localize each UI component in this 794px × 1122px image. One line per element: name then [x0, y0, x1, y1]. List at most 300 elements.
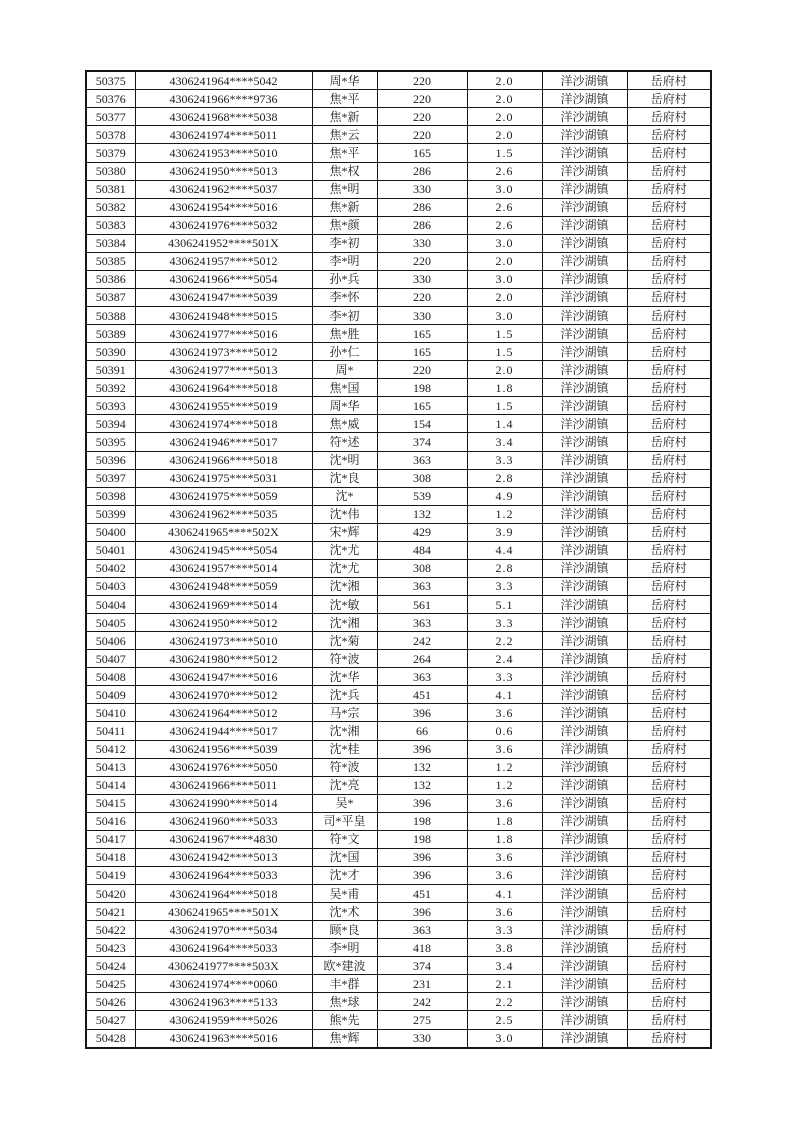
table-cell-amount: 308 [377, 559, 467, 577]
table-cell-village: 岳府村 [627, 198, 711, 216]
table-cell-rate: 2.5 [467, 1011, 542, 1029]
table-cell-amount: 396 [377, 740, 467, 758]
table-cell-rate: 3.4 [467, 957, 542, 975]
table-cell-serial: 50401 [86, 541, 135, 559]
table-cell-amount: 220 [377, 90, 467, 108]
table-cell-village: 岳府村 [627, 234, 711, 252]
table-cell-serial: 50398 [86, 487, 135, 505]
table-cell-masked-id: 4306241954****5016 [135, 198, 312, 216]
table-cell-serial: 50407 [86, 650, 135, 668]
table-cell-masked-id: 4306241947****5016 [135, 668, 312, 686]
table-cell-village: 岳府村 [627, 71, 711, 90]
table-cell-amount: 396 [377, 903, 467, 921]
table-cell-amount: 396 [377, 866, 467, 884]
table-cell-rate: 3.6 [467, 903, 542, 921]
table-cell-masked-id: 4306241966****5054 [135, 270, 312, 288]
table-cell-name: 司*平皇 [312, 812, 377, 830]
table-row [86, 1029, 711, 1048]
table-cell-masked-id: 4306241976****5050 [135, 758, 312, 776]
table-cell-name: 沈*良 [312, 469, 377, 487]
table-cell-serial: 50404 [86, 596, 135, 614]
table-row [86, 71, 711, 90]
table-cell-rate: 3.0 [467, 234, 542, 252]
table-cell-masked-id: 4306241980****5012 [135, 650, 312, 668]
table-cell-masked-id: 4306241964****5033 [135, 866, 312, 884]
table-cell-village: 岳府村 [627, 686, 711, 704]
table-cell-village: 岳府村 [627, 325, 711, 343]
table-cell-name: 焦*平 [312, 90, 377, 108]
table-cell-name: 沈*华 [312, 668, 377, 686]
table-cell-village: 岳府村 [627, 668, 711, 686]
table-cell-village: 岳府村 [627, 415, 711, 433]
table-cell-amount: 330 [377, 1029, 467, 1048]
table-cell-masked-id: 4306241974****0060 [135, 975, 312, 993]
table-row [86, 1011, 711, 1029]
table-cell-masked-id: 4306241964****5033 [135, 939, 312, 957]
table-cell-rate: 3.6 [467, 704, 542, 722]
table-cell-town: 洋沙湖镇 [542, 885, 627, 903]
table-cell-masked-id: 4306241950****5013 [135, 162, 312, 180]
table-cell-rate: 2.8 [467, 469, 542, 487]
table-cell-village: 岳府村 [627, 740, 711, 758]
table-cell-rate: 2.0 [467, 108, 542, 126]
table-cell-village: 岳府村 [627, 487, 711, 505]
table-row [86, 903, 711, 921]
table-row [86, 577, 711, 595]
table-cell-amount: 66 [377, 722, 467, 740]
table-cell-masked-id: 4306241977****5013 [135, 361, 312, 379]
table-row [86, 288, 711, 306]
table-cell-name: 沈*湘 [312, 722, 377, 740]
table-cell-village: 岳府村 [627, 848, 711, 866]
table-cell-rate: 3.0 [467, 270, 542, 288]
table-row [86, 939, 711, 957]
table-cell-rate: 0.6 [467, 722, 542, 740]
table-cell-village: 岳府村 [627, 812, 711, 830]
table-row [86, 325, 711, 343]
table-row [86, 704, 711, 722]
table-cell-village: 岳府村 [627, 541, 711, 559]
table-cell-town: 洋沙湖镇 [542, 71, 627, 90]
table-cell-rate: 1.8 [467, 812, 542, 830]
table-cell-rate: 2.0 [467, 252, 542, 270]
table-cell-town: 洋沙湖镇 [542, 704, 627, 722]
table-row [86, 361, 711, 379]
table-cell-amount: 132 [377, 776, 467, 794]
table-cell-name: 焦*胜 [312, 325, 377, 343]
table-row [86, 216, 711, 234]
table-row [86, 180, 711, 198]
table-cell-village: 岳府村 [627, 596, 711, 614]
table-cell-rate: 2.0 [467, 90, 542, 108]
table-cell-name: 孙*兵 [312, 270, 377, 288]
table-row [86, 379, 711, 397]
table-cell-village: 岳府村 [627, 776, 711, 794]
table-cell-town: 洋沙湖镇 [542, 1011, 627, 1029]
table-cell-name: 焦*新 [312, 198, 377, 216]
table-cell-name: 沈*湘 [312, 614, 377, 632]
table-cell-serial: 50428 [86, 1029, 135, 1048]
table-cell-name: 李*初 [312, 307, 377, 325]
table-cell-masked-id: 4306241948****5015 [135, 307, 312, 325]
table-cell-rate: 2.6 [467, 162, 542, 180]
table-cell-village: 岳府村 [627, 90, 711, 108]
table-cell-masked-id: 4306241945****5054 [135, 541, 312, 559]
table-cell-amount: 396 [377, 848, 467, 866]
table-cell-amount: 429 [377, 523, 467, 541]
table-row [86, 686, 711, 704]
table-cell-masked-id: 4306241977****503X [135, 957, 312, 975]
table-cell-village: 岳府村 [627, 252, 711, 270]
table-cell-serial: 50416 [86, 812, 135, 830]
table-cell-serial: 50403 [86, 577, 135, 595]
table-cell-rate: 5.1 [467, 596, 542, 614]
table-cell-rate: 3.3 [467, 577, 542, 595]
table-cell-town: 洋沙湖镇 [542, 776, 627, 794]
table-cell-village: 岳府村 [627, 1011, 711, 1029]
table-row [86, 397, 711, 415]
table-cell-rate: 1.5 [467, 397, 542, 415]
table-cell-town: 洋沙湖镇 [542, 921, 627, 939]
table-cell-amount: 451 [377, 885, 467, 903]
table-cell-village: 岳府村 [627, 451, 711, 469]
table-cell-amount: 198 [377, 379, 467, 397]
table-cell-town: 洋沙湖镇 [542, 848, 627, 866]
table-row [86, 307, 711, 325]
table-cell-town: 洋沙湖镇 [542, 252, 627, 270]
table-cell-town: 洋沙湖镇 [542, 794, 627, 812]
table-cell-village: 岳府村 [627, 162, 711, 180]
table-row [86, 487, 711, 505]
table-cell-town: 洋沙湖镇 [542, 180, 627, 198]
table-cell-town: 洋沙湖镇 [542, 559, 627, 577]
table-cell-amount: 363 [377, 451, 467, 469]
table-cell-rate: 3.6 [467, 848, 542, 866]
table-cell-rate: 4.1 [467, 885, 542, 903]
table-cell-rate: 3.3 [467, 668, 542, 686]
table-cell-amount: 242 [377, 993, 467, 1011]
table-cell-masked-id: 4306241973****5012 [135, 343, 312, 361]
table-cell-amount: 286 [377, 216, 467, 234]
table-cell-amount: 308 [377, 469, 467, 487]
table-cell-serial: 50390 [86, 343, 135, 361]
table-row [86, 596, 711, 614]
table-cell-serial: 50396 [86, 451, 135, 469]
table-cell-masked-id: 4306241975****5031 [135, 469, 312, 487]
table-cell-village: 岳府村 [627, 903, 711, 921]
table-cell-masked-id: 4306241957****5012 [135, 252, 312, 270]
table-cell-rate: 3.6 [467, 740, 542, 758]
table-cell-name: 焦*威 [312, 415, 377, 433]
table-cell-town: 洋沙湖镇 [542, 939, 627, 957]
table-cell-town: 洋沙湖镇 [542, 758, 627, 776]
table-row [86, 433, 711, 451]
table-cell-name: 焦*权 [312, 162, 377, 180]
table-cell-masked-id: 4306241963****5016 [135, 1029, 312, 1048]
table-cell-rate: 3.6 [467, 794, 542, 812]
table-cell-name: 沈*桂 [312, 740, 377, 758]
table-cell-name: 吴*甫 [312, 885, 377, 903]
table-cell-amount: 418 [377, 939, 467, 957]
table-cell-amount: 330 [377, 180, 467, 198]
table-cell-town: 洋沙湖镇 [542, 144, 627, 162]
table-cell-town: 洋沙湖镇 [542, 722, 627, 740]
table-cell-name: 周*华 [312, 397, 377, 415]
table-cell-serial: 50385 [86, 252, 135, 270]
table-cell-name: 李*怀 [312, 288, 377, 306]
table-cell-village: 岳府村 [627, 722, 711, 740]
table-cell-serial: 50420 [86, 885, 135, 903]
table-cell-amount: 165 [377, 397, 467, 415]
table-cell-name: 沈*国 [312, 848, 377, 866]
table-cell-masked-id: 4306241955****5019 [135, 397, 312, 415]
table-cell-town: 洋沙湖镇 [542, 216, 627, 234]
table-cell-masked-id: 4306241970****5034 [135, 921, 312, 939]
table-cell-rate: 2.0 [467, 71, 542, 90]
table-cell-village: 岳府村 [627, 144, 711, 162]
table-cell-amount: 165 [377, 144, 467, 162]
table-cell-masked-id: 4306241977****5016 [135, 325, 312, 343]
table-cell-name: 丰*群 [312, 975, 377, 993]
table-row [86, 469, 711, 487]
table-cell-serial: 50381 [86, 180, 135, 198]
table-cell-serial: 50387 [86, 288, 135, 306]
table-cell-rate: 1.4 [467, 415, 542, 433]
table-cell-amount: 396 [377, 704, 467, 722]
subsidy-table [85, 70, 712, 1049]
table-cell-town: 洋沙湖镇 [542, 830, 627, 848]
table-cell-serial: 50400 [86, 523, 135, 541]
table-row [86, 198, 711, 216]
table-cell-masked-id: 4306241964****5018 [135, 885, 312, 903]
table-cell-rate: 4.1 [467, 686, 542, 704]
table-cell-amount: 132 [377, 758, 467, 776]
table-cell-serial: 50427 [86, 1011, 135, 1029]
table-row [86, 848, 711, 866]
table-row [86, 614, 711, 632]
table-cell-village: 岳府村 [627, 866, 711, 884]
table-cell-village: 岳府村 [627, 433, 711, 451]
table-row [86, 632, 711, 650]
table-cell-serial: 50386 [86, 270, 135, 288]
table-cell-name: 符*文 [312, 830, 377, 848]
table-cell-serial: 50391 [86, 361, 135, 379]
table-cell-name: 沈*伟 [312, 505, 377, 523]
table-cell-amount: 198 [377, 830, 467, 848]
table-cell-town: 洋沙湖镇 [542, 451, 627, 469]
table-row [86, 957, 711, 975]
table-cell-village: 岳府村 [627, 559, 711, 577]
table-cell-masked-id: 4306241970****5012 [135, 686, 312, 704]
table-cell-town: 洋沙湖镇 [542, 650, 627, 668]
table-cell-rate: 4.9 [467, 487, 542, 505]
table-cell-village: 岳府村 [627, 921, 711, 939]
table-cell-town: 洋沙湖镇 [542, 126, 627, 144]
table-row [86, 252, 711, 270]
table-cell-serial: 50406 [86, 632, 135, 650]
table-cell-village: 岳府村 [627, 307, 711, 325]
table-cell-town: 洋沙湖镇 [542, 632, 627, 650]
table-cell-amount: 165 [377, 343, 467, 361]
table-cell-masked-id: 4306241964****5018 [135, 379, 312, 397]
table-cell-village: 岳府村 [627, 704, 711, 722]
table-cell-town: 洋沙湖镇 [542, 234, 627, 252]
table-cell-rate: 3.0 [467, 180, 542, 198]
table-cell-village: 岳府村 [627, 993, 711, 1011]
table-cell-name: 顾*良 [312, 921, 377, 939]
table-cell-rate: 1.5 [467, 325, 542, 343]
table-cell-village: 岳府村 [627, 288, 711, 306]
table-cell-town: 洋沙湖镇 [542, 903, 627, 921]
table-cell-rate: 2.8 [467, 559, 542, 577]
table-cell-serial: 50415 [86, 794, 135, 812]
table-cell-name: 沈*才 [312, 866, 377, 884]
table-cell-name: 符*波 [312, 758, 377, 776]
table-cell-village: 岳府村 [627, 794, 711, 812]
table-cell-rate: 1.8 [467, 379, 542, 397]
table-cell-village: 岳府村 [627, 1029, 711, 1048]
table-cell-village: 岳府村 [627, 975, 711, 993]
table-cell-town: 洋沙湖镇 [542, 614, 627, 632]
table-cell-village: 岳府村 [627, 758, 711, 776]
table-cell-serial: 50399 [86, 505, 135, 523]
table-cell-serial: 50412 [86, 740, 135, 758]
table-cell-village: 岳府村 [627, 379, 711, 397]
table-cell-rate: 3.4 [467, 433, 542, 451]
table-cell-town: 洋沙湖镇 [542, 198, 627, 216]
table-cell-masked-id: 4306241952****501X [135, 234, 312, 252]
table-cell-amount: 363 [377, 577, 467, 595]
table-cell-serial: 50405 [86, 614, 135, 632]
table-cell-amount: 154 [377, 415, 467, 433]
table-cell-rate: 1.2 [467, 758, 542, 776]
table-cell-town: 洋沙湖镇 [542, 668, 627, 686]
table-cell-rate: 3.8 [467, 939, 542, 957]
table-cell-name: 沈*术 [312, 903, 377, 921]
table-cell-masked-id: 4306241966****5018 [135, 451, 312, 469]
table-row [86, 144, 711, 162]
table-cell-name: 焦*平 [312, 144, 377, 162]
table-cell-rate: 1.8 [467, 830, 542, 848]
table-cell-amount: 539 [377, 487, 467, 505]
table-row [86, 270, 711, 288]
table-cell-name: 符*波 [312, 650, 377, 668]
table-cell-serial: 50382 [86, 198, 135, 216]
table-cell-rate: 3.9 [467, 523, 542, 541]
table-cell-masked-id: 4306241950****5012 [135, 614, 312, 632]
table-cell-serial: 50422 [86, 921, 135, 939]
table-cell-rate: 3.3 [467, 921, 542, 939]
table-cell-village: 岳府村 [627, 126, 711, 144]
table-cell-serial: 50377 [86, 108, 135, 126]
table-cell-village: 岳府村 [627, 469, 711, 487]
table-row [86, 758, 711, 776]
table-cell-name: 沈*兵 [312, 686, 377, 704]
table-cell-serial: 50424 [86, 957, 135, 975]
table-cell-masked-id: 4306241973****5010 [135, 632, 312, 650]
table-cell-rate: 2.0 [467, 126, 542, 144]
table-cell-serial: 50408 [86, 668, 135, 686]
table-cell-masked-id: 4306241966****9736 [135, 90, 312, 108]
table-row [86, 921, 711, 939]
table-cell-masked-id: 4306241957****5014 [135, 559, 312, 577]
table-cell-masked-id: 4306241947****5039 [135, 288, 312, 306]
table-cell-serial: 50395 [86, 433, 135, 451]
table-cell-serial: 50393 [86, 397, 135, 415]
table-cell-rate: 1.2 [467, 776, 542, 794]
table-cell-rate: 2.1 [467, 975, 542, 993]
table-cell-amount: 374 [377, 433, 467, 451]
table-row [86, 126, 711, 144]
table-row [86, 812, 711, 830]
table-row [86, 975, 711, 993]
table-cell-town: 洋沙湖镇 [542, 577, 627, 595]
table-cell-rate: 1.5 [467, 343, 542, 361]
table-row [86, 885, 711, 903]
table-cell-amount: 451 [377, 686, 467, 704]
table-cell-amount: 132 [377, 505, 467, 523]
table-cell-amount: 484 [377, 541, 467, 559]
table-cell-amount: 286 [377, 198, 467, 216]
table-cell-village: 岳府村 [627, 614, 711, 632]
table-cell-rate: 2.6 [467, 216, 542, 234]
table-cell-name: 焦*颜 [312, 216, 377, 234]
table-cell-serial: 50418 [86, 848, 135, 866]
table-cell-name: 马*宗 [312, 704, 377, 722]
table-cell-town: 洋沙湖镇 [542, 523, 627, 541]
table-cell-village: 岳府村 [627, 885, 711, 903]
table-cell-amount: 286 [377, 162, 467, 180]
table-cell-amount: 330 [377, 307, 467, 325]
table-cell-rate: 3.0 [467, 1029, 542, 1048]
table-cell-serial: 50389 [86, 325, 135, 343]
table-cell-masked-id: 4306241964****5012 [135, 704, 312, 722]
table-cell-serial: 50411 [86, 722, 135, 740]
table-cell-amount: 231 [377, 975, 467, 993]
table-cell-town: 洋沙湖镇 [542, 740, 627, 758]
table-cell-serial: 50379 [86, 144, 135, 162]
table-cell-amount: 242 [377, 632, 467, 650]
table-cell-serial: 50419 [86, 866, 135, 884]
table-cell-amount: 220 [377, 361, 467, 379]
table-cell-name: 沈*亮 [312, 776, 377, 794]
table-cell-village: 岳府村 [627, 361, 711, 379]
table-cell-masked-id: 4306241969****5014 [135, 596, 312, 614]
table-cell-rate: 3.0 [467, 307, 542, 325]
table-cell-serial: 50413 [86, 758, 135, 776]
table-cell-town: 洋沙湖镇 [542, 379, 627, 397]
table-row [86, 415, 711, 433]
table-cell-town: 洋沙湖镇 [542, 1029, 627, 1048]
table-cell-village: 岳府村 [627, 830, 711, 848]
table-cell-rate: 2.4 [467, 650, 542, 668]
table-cell-masked-id: 4306241953****5010 [135, 144, 312, 162]
table-row [86, 794, 711, 812]
table-cell-rate: 2.2 [467, 993, 542, 1011]
table-cell-town: 洋沙湖镇 [542, 343, 627, 361]
table-cell-name: 孙*仁 [312, 343, 377, 361]
table-cell-amount: 275 [377, 1011, 467, 1029]
table-cell-amount: 198 [377, 812, 467, 830]
table-cell-name: 焦*辉 [312, 1029, 377, 1048]
table-cell-town: 洋沙湖镇 [542, 162, 627, 180]
table-cell-serial: 50378 [86, 126, 135, 144]
table-cell-masked-id: 4306241942****5013 [135, 848, 312, 866]
table-cell-name: 沈*敏 [312, 596, 377, 614]
table-cell-masked-id: 4306241975****5059 [135, 487, 312, 505]
table-cell-name: 熊*先 [312, 1011, 377, 1029]
table-row [86, 722, 711, 740]
